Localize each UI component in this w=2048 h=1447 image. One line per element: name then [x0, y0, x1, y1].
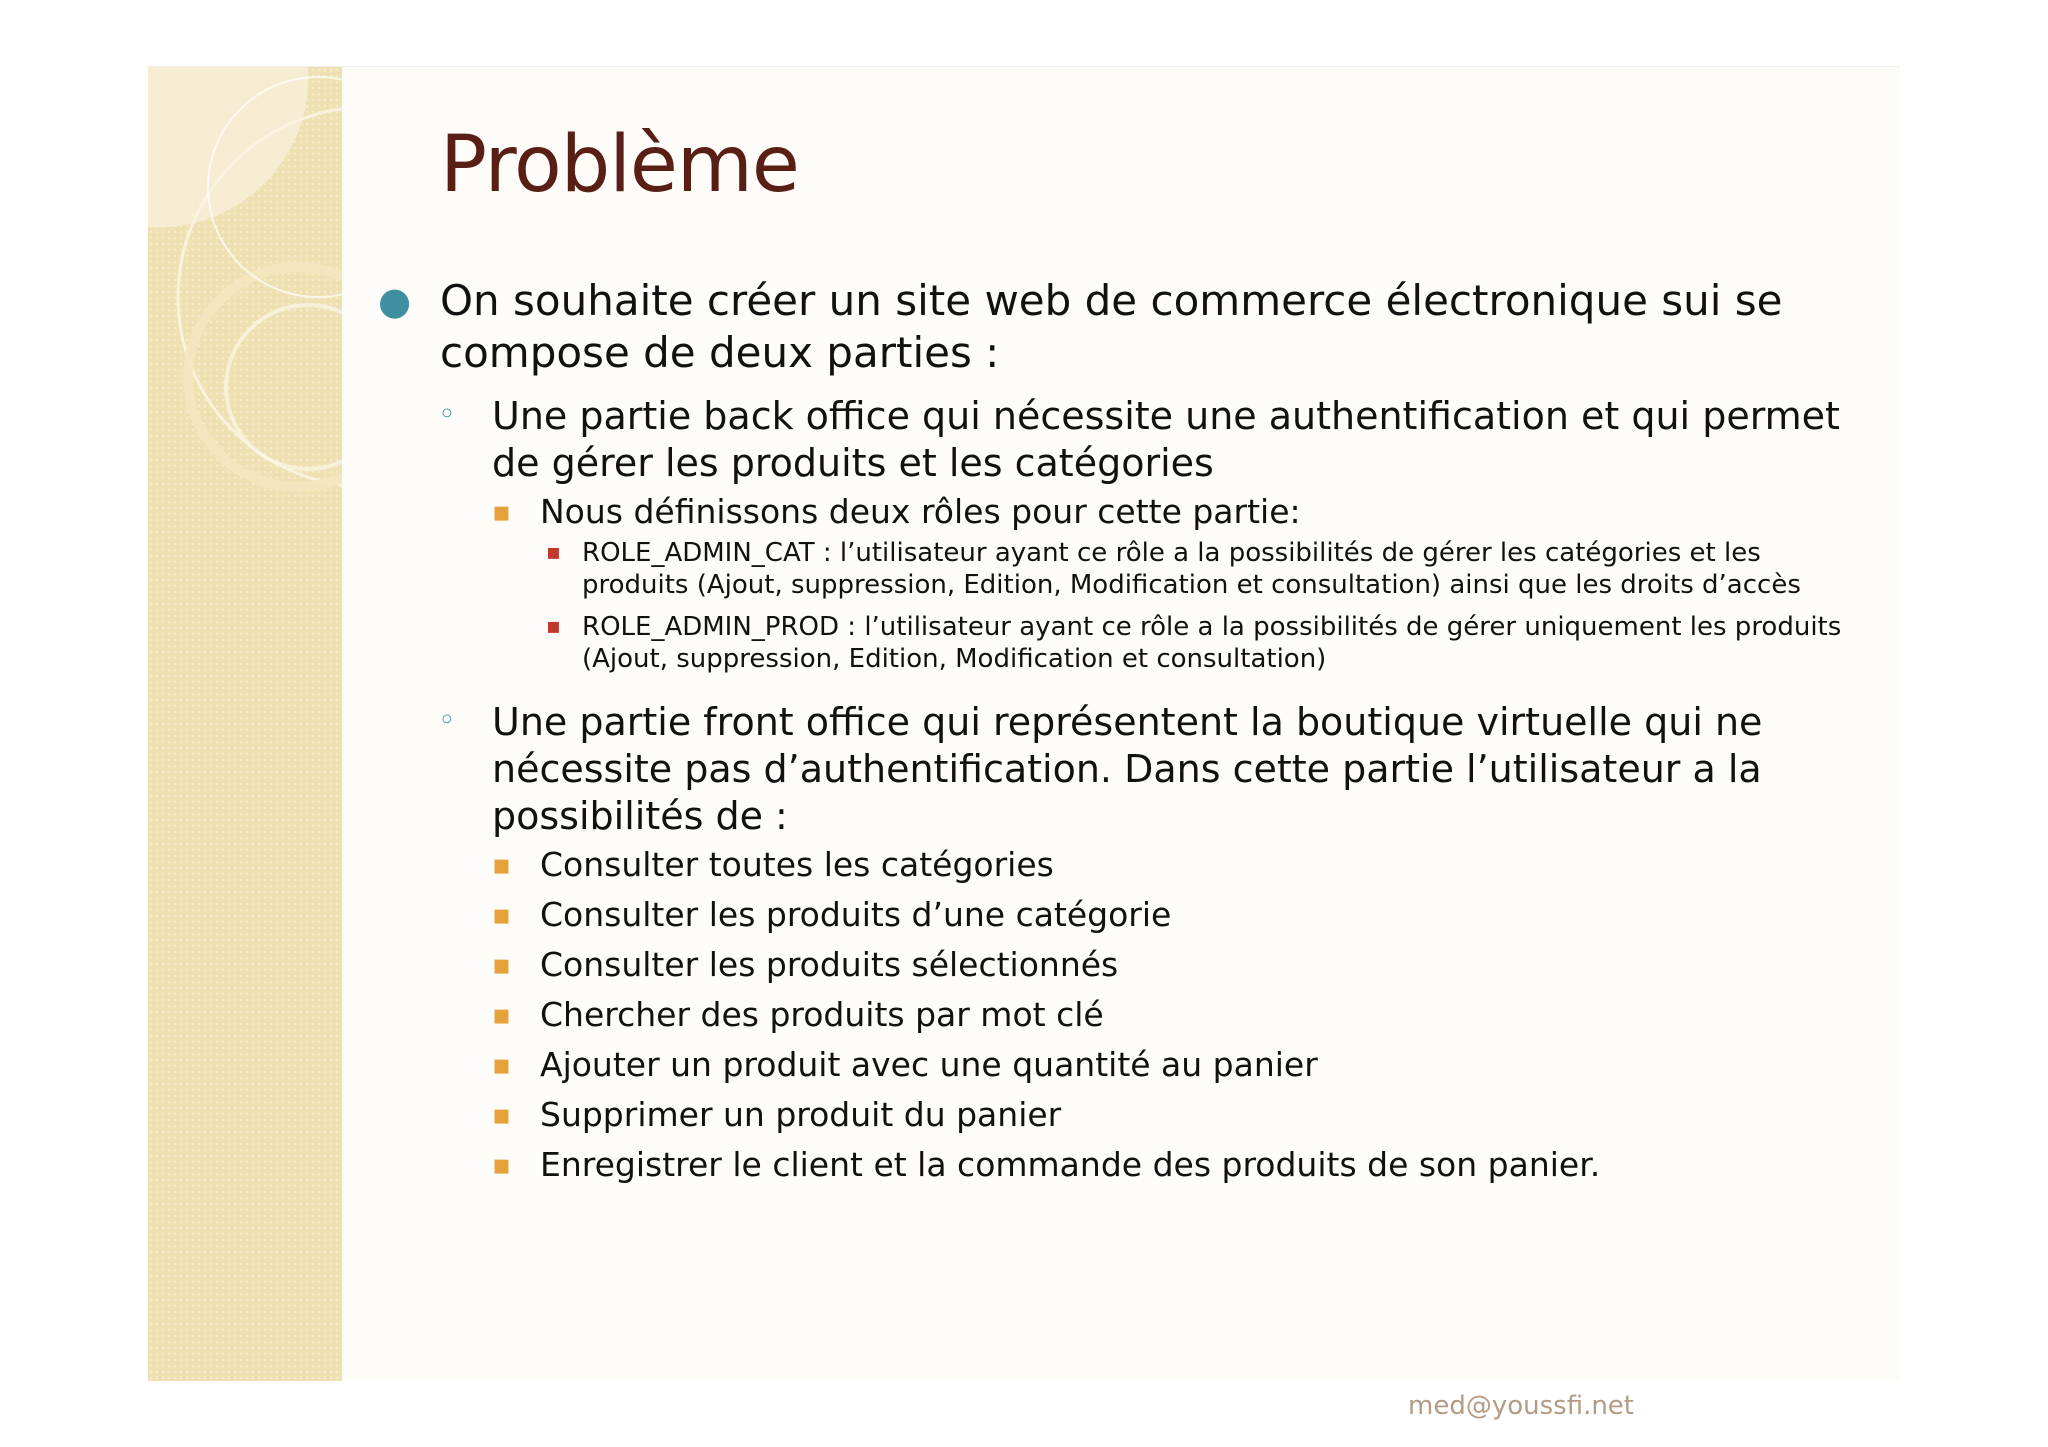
list-item	[378, 1040, 1858, 1090]
hollow-circle-bullet-icon: ◦	[438, 703, 456, 738]
square-bullet-icon: ▪	[492, 1148, 511, 1181]
slide-content	[378, 275, 1858, 1190]
bullet-main	[378, 275, 1858, 379]
bullet-front-office	[378, 699, 1858, 840]
square-bullet-icon: ▪	[492, 1098, 511, 1131]
square-bullet-icon: ▪	[492, 948, 511, 981]
list-item-text: Consulter toutes les catégories	[540, 845, 1054, 884]
tiny-square-bullet-icon: ▪	[546, 540, 561, 565]
bullet-front-office-text: Une partie front office qui représentent la boutique virtuelle qui ne nécessite pas d’authentification. Dans cette partie l’utilisateur a la possibilités de :	[492, 700, 1763, 838]
square-bullet-icon: ▪	[492, 848, 511, 881]
decorative-circles-icon	[148, 67, 342, 527]
list-item-text: Consulter les produits sélectionnés	[540, 945, 1119, 984]
list-item-text: Ajouter un produit avec une quantité au panier	[540, 1045, 1318, 1084]
hollow-circle-bullet-icon: ◦	[438, 397, 456, 432]
list-item-text: Chercher des produits par mot clé	[540, 995, 1104, 1034]
square-bullet-icon: ▪	[492, 1048, 511, 1081]
list-item-text: Supprimer un produit du panier	[540, 1095, 1062, 1134]
slide-title: Problème	[440, 120, 799, 210]
list-item-text: Enregistrer le client et la commande des produits de son panier.	[540, 1145, 1601, 1184]
slide	[148, 66, 1900, 1421]
square-bullet-icon: ▪	[492, 998, 511, 1031]
decorative-sidebar	[148, 67, 342, 1381]
list-item	[378, 1140, 1858, 1190]
list-item-text: Consulter les produits d’une catégorie	[540, 895, 1172, 934]
list-item	[378, 940, 1858, 990]
list-item	[378, 1090, 1858, 1140]
bullet-back-office	[378, 393, 1858, 487]
list-item	[378, 840, 1858, 890]
bullet-back-office-text: Une partie back office qui nécessite une authentification et qui permet de gérer les produits et les catégories	[492, 394, 1840, 485]
square-bullet-icon: ▪	[492, 495, 511, 528]
footer-email: med@youssfi.net	[1408, 1391, 1635, 1421]
bullet-roles-intro-text: Nous définissons deux rôles pour cette partie:	[540, 492, 1301, 531]
bullet-main-text: On souhaite créer un site web de commerce électronique sui se compose de deux parties :	[440, 276, 1783, 377]
list-item	[378, 990, 1858, 1040]
list-item	[378, 890, 1858, 940]
bullet-role-admin-cat	[378, 537, 1858, 601]
bullet-role-admin-prod-text: ROLE_ADMIN_PROD : l’utilisateur ayant ce rôle a la possibilités de gérer uniquement les produits (Ajout, suppression, Edition, Modification et consultation)	[582, 612, 1842, 674]
square-bullet-icon: ▪	[492, 898, 511, 931]
spacer	[378, 685, 1858, 693]
bullet-role-admin-cat-text: ROLE_ADMIN_CAT : l’utilisateur ayant ce rôle a la possibilités de gérer les catégories et les produits (Ajout, suppression, Edition, Modification et consultation) ainsi que les droits d’accès	[582, 538, 1801, 600]
filled-circle-bullet-icon: ●	[378, 279, 412, 323]
tiny-square-bullet-icon: ▪	[546, 614, 561, 639]
bullet-roles-intro	[378, 487, 1858, 537]
bullet-role-admin-prod	[378, 611, 1858, 675]
